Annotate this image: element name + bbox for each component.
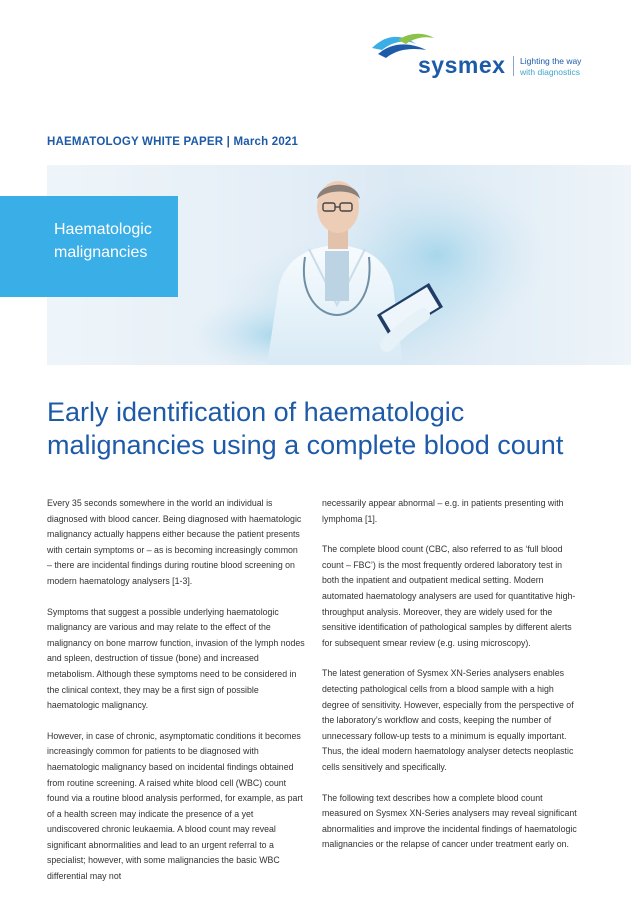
body-paragraph: The following text describes how a complete blood count measured on Sysmex XN-Series analysers may reveal significant abnormalities and improve the incidental findings of haematologic malignancies or the relapse of cancer under treatment early on. — [322, 792, 577, 850]
body-paragraph: However, in case of chronic, asymptomatic conditions it becomes increasingly common for patients to be diagnosed with haematologic malignancy based on incidental findings obtained from routine screening. A raised white blood cell (WBC) count found via a routine blood analysis performed, for example, as part of a health screen may indicate the presence of a yet undiscovered chronic leukaemia. A blood count may reveal significant abnormalities and lead to an urgent referral to a specialist; however, with some malignancies the basic WBC differential may not — [47, 730, 303, 882]
body-paragraph: necessarily appear abnormal – e.g. in patients presenting with lymphoma [1]. — [322, 498, 564, 524]
logo-divider — [513, 56, 514, 76]
page-title-line1: Early identification of haematologic — [47, 397, 465, 427]
hero-title-line2: malignancies — [54, 244, 148, 261]
brand-name: sysmex — [418, 52, 506, 78]
body-paragraph: Every 35 seconds somewhere in the world an individual is diagnosed with blood cancer. Being diagnosed with haematologic malignancy actually happens either because the patient presents with certain symptoms or – as is becoming increasingly common – there are incidental findings during routine blood screening on modern haematology analysers [1-3]. — [47, 498, 302, 586]
body-paragraph: Symptoms that suggest a possible underlying haematologic malignancy are various and may relate to the effect of the malignancy on bone marrow function, invasion of the lymph nodes and spleen, destruction of tissue (bone) and increased metabolism. Although these symptoms need to be considered in the clinical context, they may be a first sign of possible haematologic malignancy. — [47, 606, 305, 711]
brand-tagline-line1: Lighting the way — [520, 56, 582, 66]
body-column-left — [47, 496, 305, 900]
hero-title-box — [0, 196, 178, 297]
sysmex-logo — [368, 26, 608, 82]
brand-tagline-line2: with diagnostics — [520, 67, 581, 77]
page-title — [47, 396, 607, 462]
body-paragraph: The complete blood count (CBC, also referred to as ‘full blood count – FBC’) is the most frequently ordered laboratory test in both the inpatient and outpatient medical setting. Modern automated haematology analysers are used for quantitative high-throughput analysis. Moreover, they are widely used for the sensitive identification of pathological samples by different alerts for subsequent smear review (e.g. using microscopy). — [322, 544, 576, 648]
hero-title-line1: Haematologic — [54, 221, 152, 238]
series-label: HAEMATOLOGY WHITE PAPER | March 2021 — [47, 136, 299, 148]
page-title-line2: malignancies using a complete blood count — [47, 430, 564, 460]
body-paragraph: The latest generation of Sysmex XN-Series analysers enables detecting pathological cells from a blood sample with a high degree of sensitivity. However, especially from the perspective of the laboratory’s workflow and costs, keeping the number of unnecessary follow-up tests to a minimum is equally important. Thus, the ideal modern haematology analyser detects neoplastic cells sensitively and specifically. — [322, 668, 574, 772]
body-column-right — [322, 496, 580, 868]
